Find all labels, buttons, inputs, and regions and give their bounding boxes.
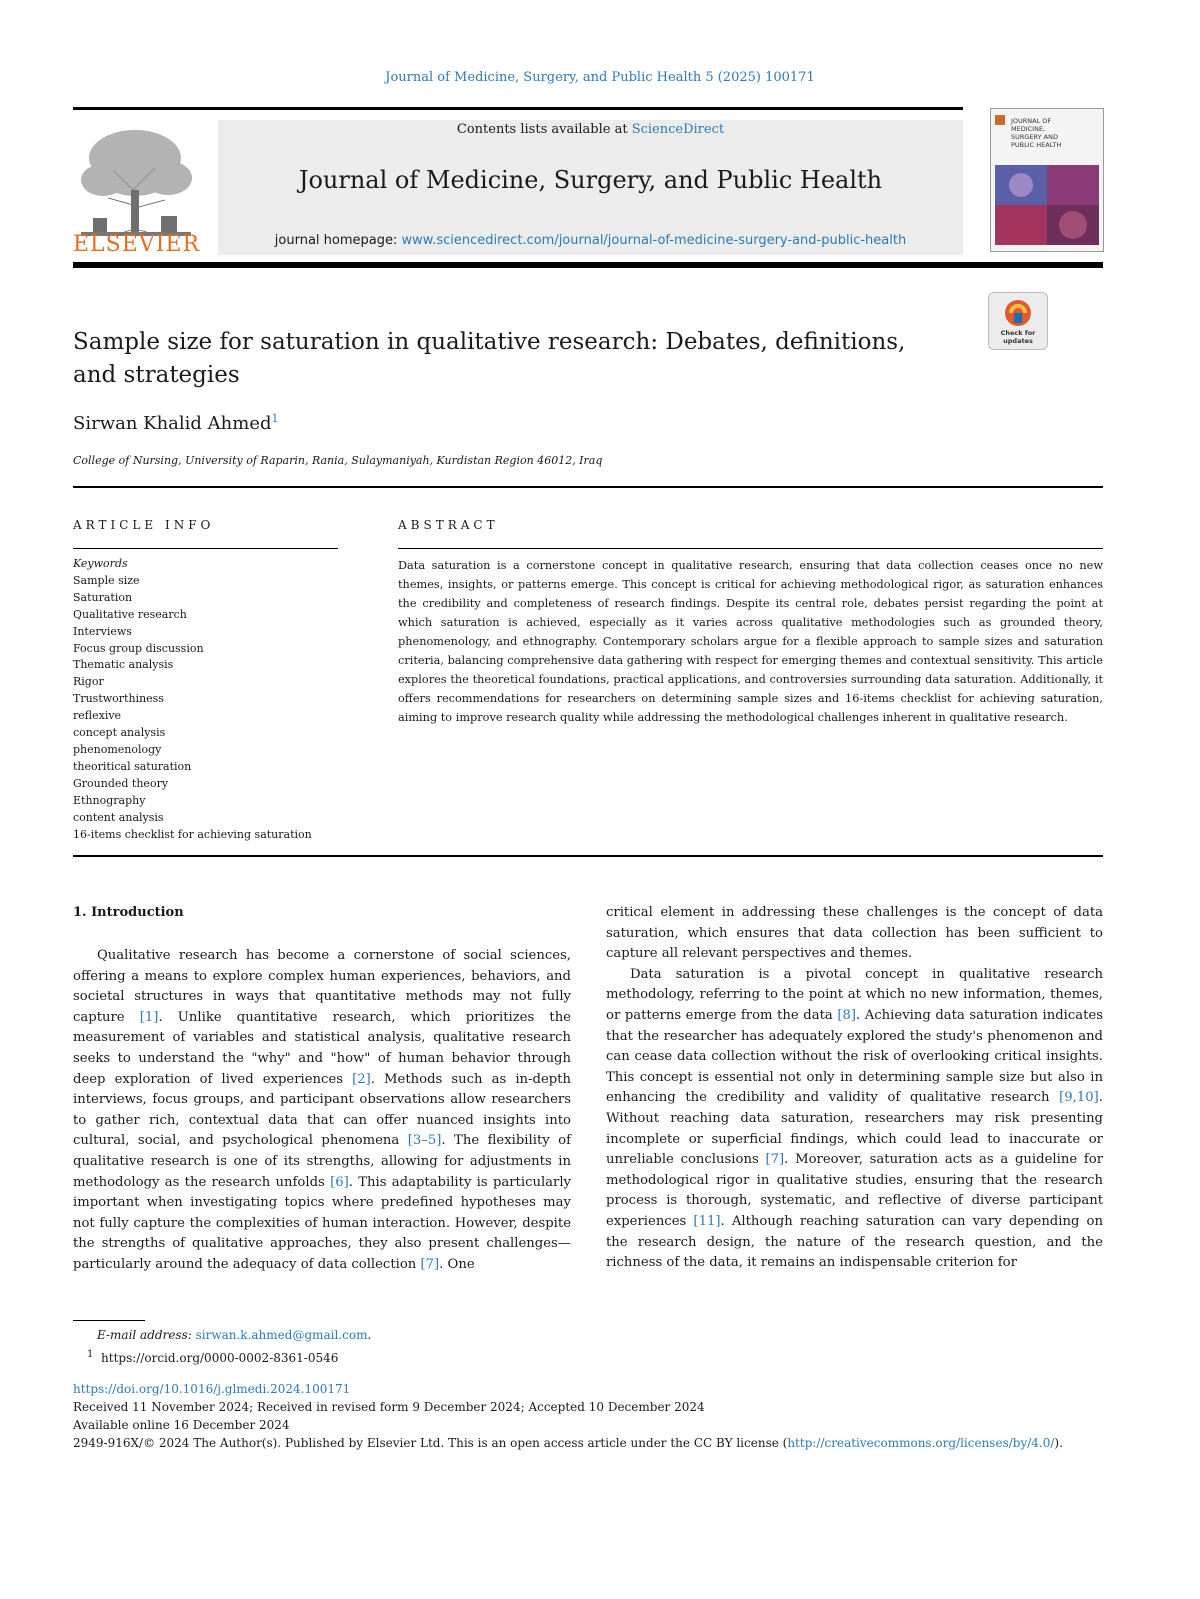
keyword: Saturation [73, 590, 133, 604]
text-run: . Unlike quantitative research, which prioritizes the measurement of variables and statistical analysis, qualitative research seeks to understand the "why" and "how" of human behavior through deep exploration of lived experiences [73, 1009, 571, 1087]
footnotes [73, 1325, 371, 1368]
keyword: Trustworthiness [73, 692, 164, 706]
citation-link[interactable]: [8] [837, 1007, 856, 1023]
article-info-heading: ARTICLE INFO [73, 518, 215, 532]
email-link[interactable]: sirwan.k.ahmed@gmail.com [195, 1328, 368, 1342]
text-run: . Moreover, saturation acts as a guideline for methodological rigor in qualitative studies, ensuring that the research process is thorough, systematic, and reflective of diverse participant experiences [606, 1152, 1103, 1229]
punctuation: . [367, 1328, 372, 1342]
article-title: Sample size for saturation in qualitative research: Debates, definitions, and strategies [73, 329, 906, 388]
keyword: Grounded theory [73, 776, 169, 790]
check-for-updates-badge[interactable] [988, 292, 1048, 350]
check-updates-icon [989, 293, 1047, 349]
author-line [73, 412, 279, 434]
homepage-prefix: journal homepage: [274, 233, 402, 248]
doi-link[interactable]: https://doi.org/10.1016/j.glmedi.2024.100171 [73, 1382, 351, 1396]
text-run: . Methods such as in-depth interviews, focus groups, and participant observations allow researchers to gather rich, contextual data that can offer nuanced insights into cultural, social, and psychological phenomena [73, 1071, 571, 1149]
keyword: phenomenology [73, 742, 162, 756]
header-rule-bottom [73, 262, 1103, 268]
orcid-url[interactable]: https://orcid.org/0000-0002-8361-0546 [101, 1351, 339, 1365]
divider [398, 548, 1103, 549]
abstract-heading: ABSTRACT [398, 518, 499, 532]
text-run: . Achieving data saturation indicates that the researcher has adequately explored the study's phenomenon and can cease data collection without the risk of overlooking critical insights. This concept is essential not only in determining sample size but also in enhancing the credibility and validity of qualitative research [606, 1007, 1104, 1106]
article-footer [73, 1380, 1133, 1452]
text-run: . One [439, 1256, 475, 1272]
keyword: theoritical saturation [73, 759, 192, 773]
text-run: Qualitative research has become a cornerstone of social sciences, offering a means to explore complex human experiences, behaviors, and societal structures in ways that quantitative methods may not fully capture [73, 948, 571, 1025]
homepage-line [218, 233, 963, 248]
homepage-link[interactable]: www.sciencedirect.com/journal/journal-of-medicine-surgery-and-public-health [401, 233, 907, 248]
citation-link[interactable]: [2] [352, 1071, 371, 1087]
keywords-label: Keywords [73, 557, 128, 570]
orcid-mark: 1 [87, 1349, 94, 1360]
received-dates: Received 11 November 2024; Received in revised form 9 December 2024; Accepted 10 December 2024 [73, 1400, 705, 1414]
author-footnote-mark[interactable]: 1 [271, 412, 279, 425]
email-label: E-mail address: [97, 1328, 192, 1342]
keyword: Interviews [73, 624, 132, 638]
keyword: Sample size [73, 573, 140, 587]
keyword: content analysis [73, 810, 164, 824]
keyword: Thematic analysis [73, 658, 174, 672]
footnote-rule [73, 1320, 145, 1321]
divider [73, 486, 1103, 488]
contents-line [218, 122, 963, 137]
keywords-list [73, 556, 343, 843]
keyword: Ethnography [73, 793, 146, 807]
citation-link[interactable]: [7] [765, 1152, 785, 1168]
svg-text:MEDICINE,: MEDICINE, [1011, 125, 1046, 133]
text-run: . Without reaching data saturation, researchers may risk presenting incomplete or superficial findings, which could lead to inaccurate or unreliable conclusions [606, 1090, 1103, 1168]
running-head[interactable]: Journal of Medicine, Surgery, and Public Health 5 (2025) 100171 [385, 70, 815, 85]
keyword: reflexive [73, 709, 122, 723]
text-run: Data saturation is a pivotal concept in qualitative research methodology, referring to the point at which no new information, themes, or patterns emerge from the data [606, 966, 1103, 1023]
available-online: Available online 16 December 2024 [73, 1418, 290, 1432]
section-heading: 1. Introduction [73, 905, 184, 920]
affiliation: College of Nursing, University of Raparin, Rania, Sulaymaniyah, Kurdistan Region 46012, Iraq [73, 454, 603, 467]
svg-text:JOURNAL OF: JOURNAL OF [1011, 117, 1052, 125]
svg-text:Check for: Check for [1000, 329, 1036, 337]
keyword: concept analysis [73, 726, 166, 740]
citation-link[interactable]: [6] [330, 1174, 349, 1190]
keyword: Rigor [73, 675, 104, 689]
divider [73, 548, 338, 549]
paragraph [606, 965, 1103, 1274]
paragraph [73, 946, 571, 1276]
body-column-left [73, 946, 571, 1276]
license-text: 2949-916X/© 2024 The Author(s). Published by Elsevier Ltd. This is an open access article under the CC BY license ( [73, 1436, 788, 1450]
license-end: ). [1054, 1436, 1063, 1450]
citation-link[interactable]: [3–5] [407, 1133, 442, 1149]
divider [73, 855, 1103, 857]
footnote-orcid [73, 1345, 371, 1368]
keyword: 16-items checklist for achieving saturation [73, 827, 312, 841]
license-line [73, 1434, 1133, 1452]
svg-text:SURGERY AND: SURGERY AND [1011, 133, 1058, 141]
text-run: . This adaptability is particularly important when investigating topics where predefined hypotheses may not fully capture the complexities of human interaction. However, despite the strengths of qualitative approaches, they also present challenges—particularly around the adequacy of data collection [73, 1174, 571, 1272]
keyword: Qualitative research [73, 607, 187, 621]
citation-link[interactable]: [7] [420, 1256, 440, 1272]
citation-link[interactable]: [11] [693, 1213, 721, 1229]
keyword: Focus group discussion [73, 641, 204, 655]
citation-link[interactable]: [9,10] [1059, 1090, 1099, 1106]
contents-prefix: Contents lists available at [456, 122, 632, 137]
svg-text:updates: updates [1003, 337, 1033, 345]
text-run: . Although reaching saturation can vary depending on the research design, the nature of the research question, and the richness of the data, it remains an indispensable criterion for [606, 1213, 1103, 1271]
body-column-right [606, 903, 1103, 1274]
license-link[interactable]: http://creativecommons.org/licenses/by/4.0/ [787, 1436, 1055, 1450]
journal-title: Journal of Medicine, Surgery, and Public Health [298, 166, 883, 194]
footnote-email [73, 1325, 371, 1345]
text-run: . The flexibility of qualitative research is one of its strengths, allowing for adjustments in methodology as the research unfolds [73, 1133, 571, 1190]
citation-link[interactable]: [1] [139, 1009, 159, 1025]
publisher-name: ELSEVIER [73, 232, 201, 257]
svg-text:PUBLIC HEALTH: PUBLIC HEALTH [1011, 141, 1062, 149]
header-rule-top [73, 107, 963, 110]
abstract-text: Data saturation is a cornerstone concept in qualitative research, ensuring that data collection ceases once no new themes, insights, or patterns emerge. This concept is critical for achieving methodological rigor, as saturation enhances the credibility and completeness of research findings. Despite its central role, debates persist regarding the point at which saturation is achieved, especially as it varies across qualitative methodologies such as grounded theory, phenomenology, and ethnography. Contemporary scholars argue for a flexible approach to sample sizes and saturation criteria, balancing comprehensive data gathering with respect for emerging themes and contextual sensitivity. This article explores the theoretical foundations, practical applications, and controversies surrounding data saturation. Additionally, it offers recommendations for researchers on determining sample sizes and 16-items checklist for achieving saturation, aiming to improve research quality while addressing the methodological challenges inherent in qualitative research. [398, 559, 1103, 724]
author-name: Sirwan Khalid Ahmed [73, 413, 272, 434]
sciencedirect-link[interactable]: ScienceDirect [631, 122, 725, 137]
paragraph-continuation: critical element in addressing these challenges is the concept of data saturation, which ensures that data collection has been sufficient to capture all relevant perspectives and themes. [606, 905, 1103, 962]
journal-cover-image[interactable] [990, 108, 1104, 252]
